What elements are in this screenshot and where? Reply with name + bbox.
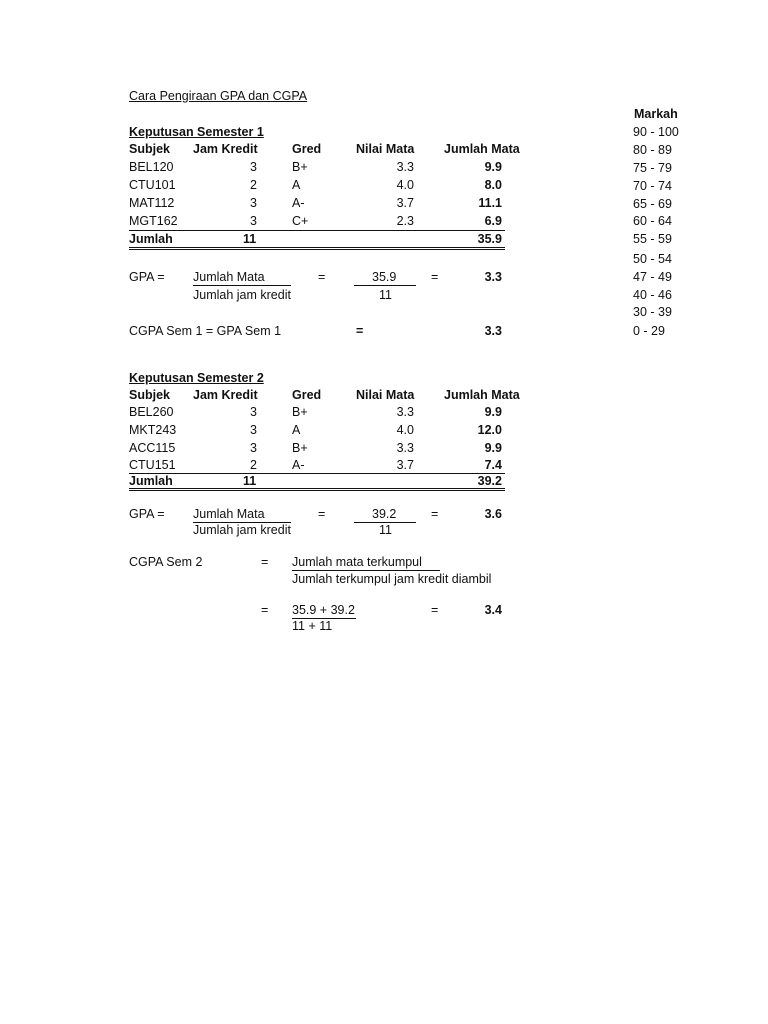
sem1-header-subjek: Subjek bbox=[129, 142, 170, 156]
sem1-gpa-denominator-text: Jumlah jam kredit bbox=[193, 288, 291, 302]
sem2-header-subjek: Subjek bbox=[129, 388, 170, 402]
sem2-cgpa-denominator-text: Jumlah terkumpul jam kredit diambil bbox=[292, 572, 492, 586]
markah-range: 40 - 46 bbox=[633, 288, 672, 302]
sem2-cgpa-equals: = bbox=[261, 555, 269, 569]
sem2-cgpa-fraction-rule bbox=[292, 570, 440, 571]
sem2-cgpa-result: 3.4 bbox=[484, 603, 502, 617]
sem1-row-jumlah: 11.1 bbox=[478, 196, 502, 210]
sem1-gpa-numerator-value: 35.9 bbox=[372, 270, 397, 284]
sem2-row-subjek: BEL260 bbox=[129, 405, 174, 419]
sem1-double-rule bbox=[129, 247, 505, 250]
sem2-row-subjek: ACC115 bbox=[129, 441, 176, 455]
markah-range: 47 - 49 bbox=[633, 270, 672, 284]
sem2-cgpa-numerator-value: 35.9 + 39.2 bbox=[292, 603, 355, 617]
sem1-total-label: Jumlah bbox=[129, 232, 173, 246]
sem1-gpa-fraction-rule bbox=[193, 285, 291, 286]
sem2-gpa-equals: = bbox=[431, 507, 439, 521]
sem2-header-gred: Gred bbox=[292, 388, 322, 402]
sem2-header-jam-kredit: Jam Kredit bbox=[193, 388, 258, 402]
sem2-gpa-denominator-value: 11 bbox=[379, 523, 392, 537]
sem2-row-nilai: 3.3 bbox=[396, 405, 414, 419]
markah-range: 65 - 69 bbox=[633, 197, 672, 211]
sem1-gpa-result: 3.3 bbox=[484, 270, 502, 284]
sem2-cgpa-equals: = bbox=[431, 603, 439, 617]
sem2-gpa-label: GPA = bbox=[129, 507, 165, 521]
sem2-row-jam: 3 bbox=[250, 423, 257, 437]
sem1-row-jumlah: 8.0 bbox=[484, 178, 502, 192]
sem2-row-gred: B+ bbox=[292, 405, 308, 419]
sem2-row-nilai: 4.0 bbox=[396, 423, 414, 437]
sem2-row-jam: 3 bbox=[250, 405, 257, 419]
sem2-cgpa-denominator-value: 11 + 11 bbox=[292, 619, 333, 633]
sem2-gpa-result: 3.6 bbox=[484, 507, 502, 521]
sem1-row-nilai: 3.7 bbox=[396, 196, 414, 210]
sem1-row-subjek: CTU101 bbox=[129, 178, 176, 192]
sem1-gpa-equals: = bbox=[431, 270, 439, 284]
sem2-cgpa-label: CGPA Sem 2 bbox=[129, 555, 203, 569]
sem1-header-jumlah-mata: Jumlah Mata bbox=[444, 142, 520, 156]
sem1-total-jumlah: 35.9 bbox=[477, 232, 502, 246]
sem2-row-jumlah: 12.0 bbox=[477, 423, 502, 437]
sem1-header-jam-kredit: Jam Kredit bbox=[193, 142, 258, 156]
sem2-double-rule bbox=[129, 488, 505, 491]
sem1-total-rule bbox=[129, 230, 505, 231]
sem2-row-subjek: MKT243 bbox=[129, 423, 177, 437]
sem2-row-nilai: 3.3 bbox=[396, 441, 414, 455]
markah-range: 50 - 54 bbox=[633, 252, 672, 266]
sem1-row-jam: 3 bbox=[250, 160, 257, 174]
sem2-row-gred: A- bbox=[292, 458, 305, 472]
sem2-total-jam: 11 bbox=[243, 474, 257, 488]
sem1-row-nilai: 3.3 bbox=[396, 160, 414, 174]
sem1-cgpa-result: 3.3 bbox=[484, 324, 502, 338]
sem1-row-nilai: 4.0 bbox=[396, 178, 414, 192]
sem1-row-jam: 3 bbox=[250, 196, 257, 210]
sem2-total-label: Jumlah bbox=[129, 474, 173, 488]
sem1-header-nilai-mata: Nilai Mata bbox=[356, 142, 415, 156]
sem1-row-gred: C+ bbox=[292, 214, 309, 228]
markah-range: 0 - 29 bbox=[633, 324, 665, 338]
markah-range: 30 - 39 bbox=[633, 305, 672, 319]
sem2-gpa-numerator-text: Jumlah Mata bbox=[193, 507, 265, 521]
sem1-row-jumlah: 9.9 bbox=[484, 160, 502, 174]
sem2-row-jumlah: 7.4 bbox=[484, 458, 502, 472]
sem1-row-subjek: BEL120 bbox=[129, 160, 174, 174]
markah-range: 75 - 79 bbox=[633, 161, 672, 175]
sem1-gpa-denominator-value: 11 bbox=[379, 288, 392, 302]
sem1-row-jumlah: 6.9 bbox=[484, 214, 502, 228]
sem2-gpa-numerator-value: 39.2 bbox=[372, 507, 397, 521]
markah-range: 80 - 89 bbox=[633, 143, 672, 157]
markah-range: 90 - 100 bbox=[633, 125, 679, 139]
sem2-row-gred: B+ bbox=[292, 441, 308, 455]
sem1-row-gred: A- bbox=[292, 196, 305, 210]
sem1-row-jam: 2 bbox=[250, 178, 257, 192]
sem1-row-nilai: 2.3 bbox=[396, 214, 414, 228]
sem2-cgpa-numerator-text: Jumlah mata terkumpul bbox=[292, 555, 422, 569]
sem2-row-jam: 2 bbox=[250, 458, 257, 472]
markah-range: 55 - 59 bbox=[633, 232, 672, 246]
sem1-total-jam: 11 bbox=[243, 232, 257, 246]
sem1-row-subjek: MAT112 bbox=[129, 196, 175, 210]
sem1-gpa-value-rule bbox=[354, 285, 416, 286]
sem1-cgpa-label: CGPA Sem 1 = GPA Sem 1 bbox=[129, 324, 282, 338]
sem2-header-jumlah-mata: Jumlah Mata bbox=[444, 388, 520, 402]
page-title: Cara Pengiraan GPA dan CGPA bbox=[129, 89, 308, 103]
markah-range: 70 - 74 bbox=[633, 179, 672, 193]
sem1-row-gred: A bbox=[292, 178, 301, 192]
sem1-row-subjek: MGT162 bbox=[129, 214, 178, 228]
markah-range: 60 - 64 bbox=[633, 214, 672, 228]
sem2-header-nilai-mata: Nilai Mata bbox=[356, 388, 415, 402]
sem1-gpa-numerator-text: Jumlah Mata bbox=[193, 270, 265, 284]
sem2-gpa-equals: = bbox=[318, 507, 326, 521]
sem1-header-gred: Gred bbox=[292, 142, 322, 156]
sem2-cgpa-equals: = bbox=[261, 603, 269, 617]
sem1-gpa-equals: = bbox=[318, 270, 326, 284]
sem1-heading: Keputusan Semester 1 bbox=[129, 125, 264, 139]
sem1-cgpa-equals: = bbox=[356, 324, 364, 338]
sem2-row-jumlah: 9.9 bbox=[484, 405, 502, 419]
sem1-row-gred: B+ bbox=[292, 160, 308, 174]
sem2-gpa-denominator-text: Jumlah jam kredit bbox=[193, 523, 291, 537]
markah-header: Markah bbox=[634, 107, 678, 121]
sem2-row-jumlah: 9.9 bbox=[484, 441, 502, 455]
sem2-row-jam: 3 bbox=[250, 441, 257, 455]
sem1-row-jam: 3 bbox=[250, 214, 257, 228]
sem2-row-subjek: CTU151 bbox=[129, 458, 176, 472]
sem2-row-nilai: 3.7 bbox=[396, 458, 414, 472]
sem1-gpa-label: GPA = bbox=[129, 270, 165, 284]
sem2-heading: Keputusan Semester 2 bbox=[129, 371, 264, 385]
sem2-total-jumlah: 39.2 bbox=[477, 474, 502, 488]
sem2-row-gred: A bbox=[292, 423, 301, 437]
